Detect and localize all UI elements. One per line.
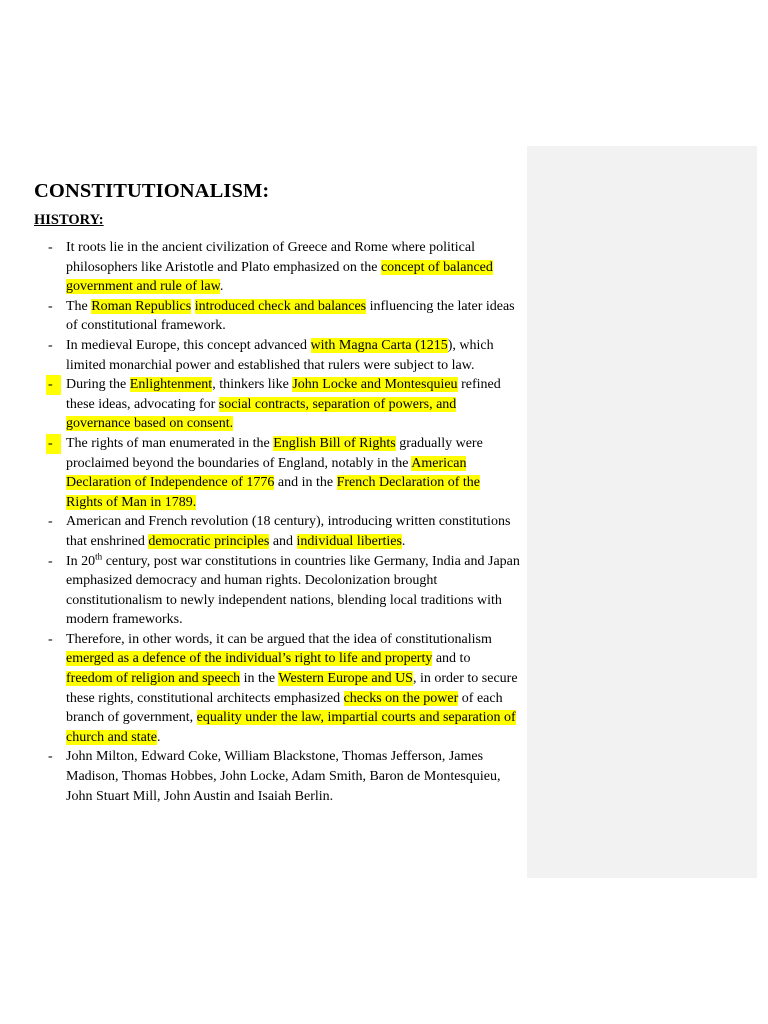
list-item: [34, 238, 520, 297]
highlighted-text: French Declaration of the Rights of Man in 1789.: [66, 475, 481, 510]
highlighted-text: equality under the law, impartial courts and separation of church and state: [66, 710, 516, 745]
bullet-dash: -: [48, 298, 53, 314]
body-text: The: [66, 298, 92, 314]
document-title: CONSTITUTIONALISM:: [34, 180, 270, 202]
list-item: [34, 630, 520, 748]
highlighted-text: Western Europe and US: [278, 671, 413, 687]
body-text: It roots lie in the ancient civilization of Greece and Rome where political philosophers like Aristotle and Plato emphasized on the: [66, 240, 475, 275]
highlighted-text: concept of balanced government and rule of law: [66, 259, 493, 295]
body-text: American and French revolution (18 century), introducing written constitutions that enshrined: [66, 514, 511, 549]
bullet-list: [34, 238, 520, 806]
bullet-dash: -: [48, 553, 53, 569]
list-item: [34, 434, 520, 512]
body-text: .: [219, 279, 224, 295]
list-item: [34, 336, 520, 375]
list-item: [34, 552, 520, 630]
list-item: [34, 297, 520, 336]
bullet-dash: -: [48, 337, 53, 353]
highlighted-text: Roman Republics: [91, 298, 192, 314]
highlighted-text: social contracts, separation of powers, and governance based on consent.: [66, 396, 457, 432]
bullet-dash: -: [46, 434, 61, 454]
body-text: , in order to secure these rights, constitutional architects emphasized: [66, 671, 518, 706]
body-text: Therefore, in other words, it can be argued that the idea of constitutionalism: [66, 631, 492, 647]
bullet-dash: -: [48, 240, 53, 255]
body-text: ), which limited monarchial power and established that rulers were subject to law.: [66, 337, 494, 373]
body-text: The rights of man enumerated in the: [66, 435, 274, 451]
body-text: During the: [66, 377, 130, 393]
body-text: John Milton, Edward Coke, William Blackstone, Thomas Jefferson, James Madison, Thomas Hobbes, John Locke, Adam Smith, Baron de Montesquieu, John Stuart Mill, John Austin and Isaiah Berlin.: [66, 749, 501, 804]
list-item: [34, 375, 520, 434]
superscript-text: th: [95, 550, 103, 561]
section-heading: HISTORY:: [34, 212, 104, 228]
bullet-dash: -: [48, 749, 53, 765]
bullet-dash: -: [48, 514, 53, 530]
highlighted-text: American Declaration of Independence of 1776: [66, 455, 467, 491]
body-text: In medieval Europe, this concept advanced: [66, 337, 311, 353]
body-text: and to: [432, 651, 471, 667]
body-text: in the: [240, 671, 279, 687]
highlighted-text: John Locke and Montesquieu: [292, 377, 458, 393]
highlighted-text: English Bill of Rights: [273, 435, 396, 451]
body-text: .: [401, 533, 406, 549]
body-text: , thinkers like: [212, 377, 293, 393]
highlighted-text: emerged as a defence of the individual’s right to life and property: [66, 651, 433, 667]
body-text: gradually were proclaimed beyond the boundaries of England, notably in the: [66, 435, 483, 471]
highlighted-text: democratic principles: [148, 533, 270, 549]
bullet-dash: -: [48, 631, 53, 647]
body-text: century, post war constitutions in countries like Germany, India and Japan emphasized democracy and human rights. Decolonization brought constitutionalism to newly independent nations, blending local traditions with modern frameworks.: [66, 553, 520, 628]
comment-pane: [527, 146, 757, 878]
body-text: In 20: [66, 553, 96, 569]
body-text: refined these ideas, advocating for: [66, 377, 501, 412]
highlighted-text: individual liberties: [296, 533, 402, 549]
body-text: .: [156, 729, 161, 745]
body-text: and in the: [274, 475, 337, 491]
body-text: influencing the later ideas of constitutional framework.: [66, 298, 515, 334]
list-item: [34, 512, 520, 551]
list-item: [34, 747, 520, 806]
body-text: of each branch of government,: [66, 690, 503, 726]
highlighted-text: checks on the power: [343, 690, 459, 706]
highlighted-text: with Magna Carta (1215: [310, 337, 448, 353]
highlighted-text: freedom of religion and speech: [66, 671, 241, 687]
bullet-dash: -: [46, 375, 61, 395]
highlighted-text: introduced check and balances: [194, 298, 367, 314]
highlighted-text: Enlightenment: [129, 377, 213, 393]
body-text: and: [269, 533, 297, 549]
